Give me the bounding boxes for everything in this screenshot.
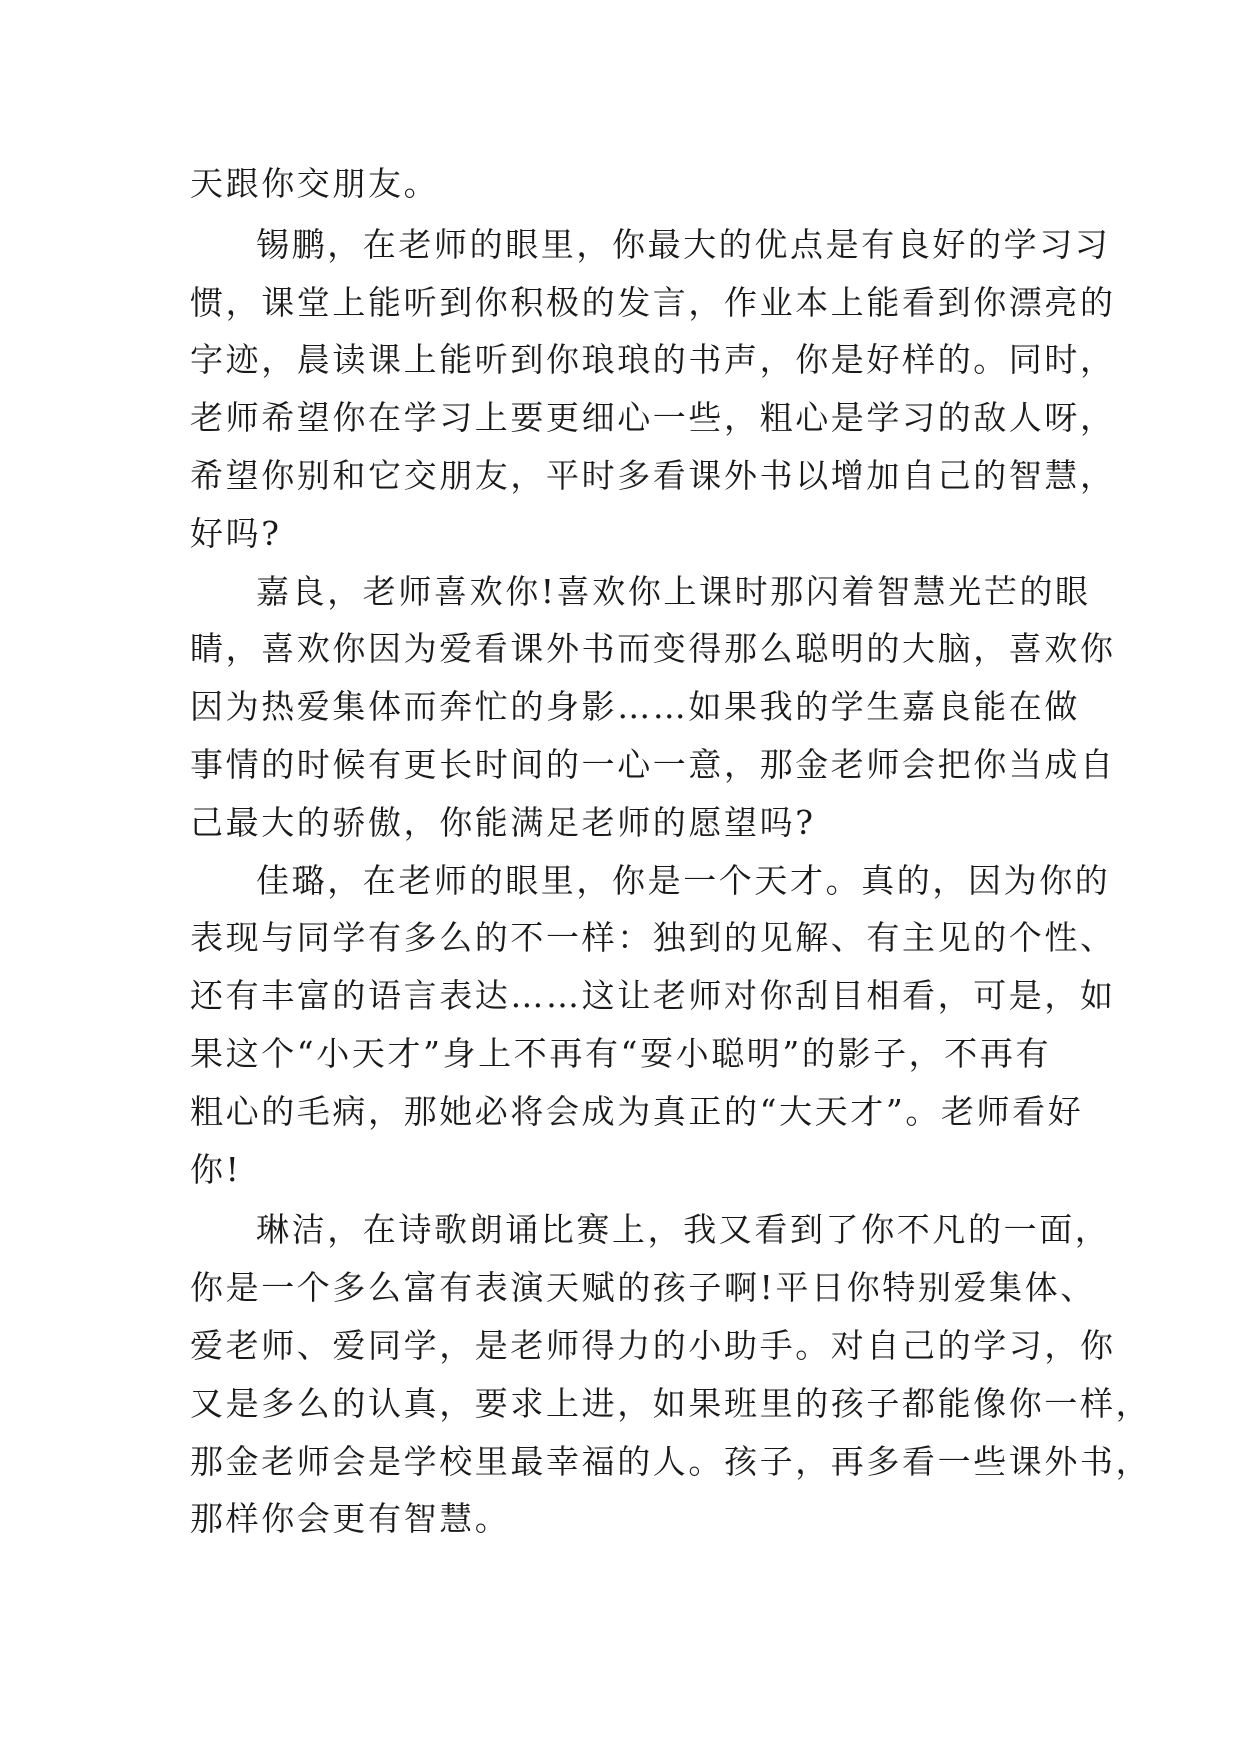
- paragraph-line: 又是多么的认真，要求上进，如果班里的孩子都能像你一样，: [190, 1383, 1152, 1423]
- paragraph-line: 嘉良，老师喜欢你!喜欢你上课时那闪着智慧光芒的眼: [256, 571, 1091, 611]
- paragraph-line: 锡鹏，在老师的眼里，你最大的优点是有良好的学习习: [256, 224, 1111, 264]
- paragraph-line: 老师希望你在学习上要更细心一些，粗心是学习的敌人呀，: [190, 398, 1116, 438]
- paragraph-line: 果这个“小天才”身上不再有“耍小聪明”的影子，不再有: [190, 1033, 1052, 1073]
- paragraph-line: 因为热爱集体而奔忙的身影……如果我的学生嘉良能在做: [190, 687, 1080, 727]
- paragraph-line: 爱老师、爱同学，是老师得力的小助手。对自己的学习，你: [190, 1325, 1116, 1365]
- paragraph-line: 睛，喜欢你因为爱看课外书而变得那么聪明的大脑，喜欢你: [190, 629, 1116, 669]
- paragraph-line: 好吗?: [190, 513, 282, 553]
- paragraph-line: 惯，课堂上能听到你积极的发言，作业本上能看到你漂亮的: [190, 282, 1116, 322]
- paragraph-line: 你是一个多么富有表演天赋的孩子啊!平日你特别爱集体、: [190, 1268, 1096, 1308]
- paragraph-line: 琳洁，在诗歌朗诵比赛上，我又看到了你不凡的一面，: [256, 1210, 1111, 1250]
- paragraph-line: 粗心的毛病，那她必将会成为真正的“大天才”。老师看好: [190, 1091, 1084, 1131]
- document-body: [190, 155, 1152, 1548]
- paragraph-line: 那样你会更有智慧。: [190, 1499, 511, 1539]
- paragraph-line: 事情的时候有更长时间的一心一意，那金老师会把你当成自: [190, 744, 1116, 784]
- paragraph-line: 表现与同学有多么的不一样：独到的见解、有主见的个性、: [190, 918, 1116, 958]
- paragraph-line: 己最大的骄傲，你能满足老师的愿望吗?: [190, 802, 816, 842]
- paragraph-line: 天跟你交朋友。: [190, 164, 440, 203]
- paragraph-line: 希望你别和它交朋友，平时多看课外书以增加自己的智慧，: [190, 455, 1116, 495]
- paragraph-line: 那金老师会是学校里最幸福的人。孩子，再多看一些课外书，: [190, 1441, 1152, 1481]
- paragraph-line: 字迹，晨读课上能听到你琅琅的书声，你是好样的。同时，: [190, 340, 1116, 380]
- paragraph-line: 佳璐，在老师的眼里，你是一个天才。真的，因为你的: [256, 860, 1111, 900]
- paragraph-line: 你!: [190, 1149, 242, 1189]
- paragraph-line: 还有丰富的语言表达……这让老师对你刮目相看，可是，如: [190, 976, 1116, 1016]
